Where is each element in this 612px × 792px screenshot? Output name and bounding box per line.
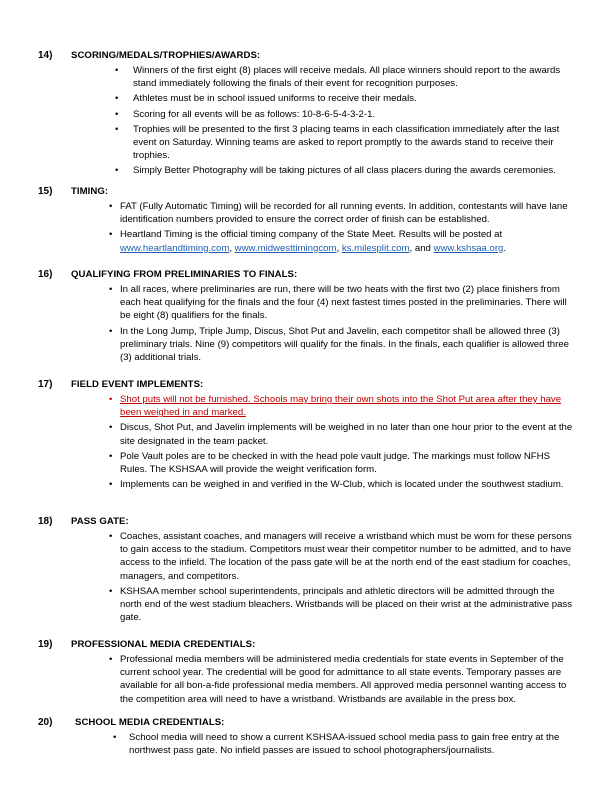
heartland-timing-link[interactable]: www.heartlandtiming.com xyxy=(120,242,230,254)
list-item: • KSHSAA member school superintendents, principals and athletic directors will be admitted through the north end of the west stadium bleachers. Wristbands will be placed on their wrist at the administrative pass gate. xyxy=(109,585,573,624)
section-number: 14) xyxy=(38,50,53,61)
section-number: 16) xyxy=(38,269,53,280)
bullet-icon: • xyxy=(109,325,113,337)
bullet-list xyxy=(0,530,573,626)
list-item: • Professional media members will be administered media credentials for state events in September of the current school year. The credential will be good for admittance to all state events. Temporary passes are available for all bon-a-fide professional media members. All approved media personnel wanting access to the competition area will need to have a wristband. Wristbands are available in the press box. xyxy=(109,654,567,705)
list-item xyxy=(109,393,578,419)
section-title: TIMING: xyxy=(71,186,109,197)
milesplit-link[interactable]: ks.milesplit.com xyxy=(341,242,410,254)
list-item: • In all races, where preliminaries are run, there will be two heats with the first two (2) place finishers from each heat qualifying for the finals and the four (4) next fastest times posted in the preliminaries. There will be eight (8) qualifiers for the finals. xyxy=(109,284,567,322)
bullet-icon: • xyxy=(109,531,113,542)
list-item: • Winners of the first eight (8) places will receive medals. All place winners should report to the awards stand immediately following the finals of their event for recognition purposes. xyxy=(115,65,561,90)
bullet-icon: • xyxy=(115,65,119,76)
bullet-list xyxy=(0,731,560,759)
list-item: • Scoring for all events will be as follows: 10-8-6-5-4-3-2-1. xyxy=(115,108,376,120)
list-item: • FAT (Fully Automatic Timing) will be recorded for all running events. In addition, contestants will have lane identification numbers provided to ensure the correct order of finish can be established. xyxy=(109,201,568,226)
bullet-icon: • xyxy=(109,394,113,405)
section-title: PROFESSIONAL MEDIA CREDENTIALS: xyxy=(71,639,256,650)
bullet-icon: • xyxy=(109,201,113,212)
bullet-icon: • xyxy=(109,422,113,434)
list-item: • Trophies will be presented to the first 3 placing teams in each classification immediately after the last event on Saturday. Winning teams are asked to report promptly to the awards stand to receive their trophies. xyxy=(115,123,560,162)
bullet-icon: • xyxy=(115,93,119,105)
list-item: • Pole Vault poles are to be checked in with the head pole vault judge. The markings must follow NFHS Rules. The KSHSAA will provide the weight verification form. xyxy=(109,450,550,476)
section-title: SCORING/MEDALS/TROPHIES/AWARDS: xyxy=(71,50,261,61)
section-number: 19) xyxy=(38,639,53,650)
bullet-icon: • xyxy=(109,284,113,295)
bullet-list xyxy=(0,393,573,493)
list-item: • School media will need to show a current KSHSAA-issued school media pass to gain free entry at the northwest pass gate. No infield passes are issued to school photographers/journalists. xyxy=(113,732,560,757)
list-item: • Heartland Timing is the official timing company of the State Meet. Results will be posted at www.heartlandtiming.com, www.midwesttimingcom, ks.milesplit.com, and www.kshsaa.org. xyxy=(109,229,507,254)
bullet-list xyxy=(0,64,561,180)
bullet-icon: • xyxy=(109,229,113,241)
list-item: • Discus, Shot Put, and Javelin implements will be weighed in no later than one hour prior to the event at the site designated in the team packet. xyxy=(109,422,573,447)
list-item: • Coaches, assistant coaches, and managers will receive a wristband which must be worn for these persons to gain access to the stadium. Competitors must wear their competitor number to be admitted, and to have access to the infield. The location of the pass gate will be at the north end of the east stadium for coaches, managers, and competitors. xyxy=(109,531,572,582)
bullet-icon: • xyxy=(109,479,113,491)
bullet-icon: • xyxy=(115,108,119,120)
bullet-icon: • xyxy=(115,123,119,135)
list-item: • Simply Better Photography will be taking pictures of all class placers during the awards ceremonies. xyxy=(115,165,556,177)
midwest-timing-link[interactable]: www.midwesttimingcom xyxy=(234,242,337,254)
list-item: • Athletes must be in school issued uniforms to receive their medals. xyxy=(115,93,417,105)
section-number: 18) xyxy=(38,516,53,527)
section-title: SCHOOL MEDIA CREDENTIALS: xyxy=(75,717,225,728)
bullet-list xyxy=(0,200,568,257)
shot-put-notice: Shot puts will not be furnished. Schools may bring their own shots into the Shot Put area after they have been weighed in and marked. xyxy=(120,394,562,419)
section-title: PASS GATE: xyxy=(71,516,129,527)
section-title: QUALIFYING FROM PRELIMINARIES TO FINALS: xyxy=(71,269,298,280)
list-item: • In the Long Jump, Triple Jump, Discus, Shot Put and Javelin, each competitor shall be allowed three (3) preliminary trials. Nine (9) competitors will qualify for the finals. In the finals, each qualifier is allowed three (3) additional trials. xyxy=(109,325,569,364)
list-item: • Implements can be weighed in and verified in the W-Club, which is located under the southwest stadium. xyxy=(109,479,564,491)
bullet-list xyxy=(0,283,569,366)
section-number: 15) xyxy=(38,186,53,197)
section-number: 17) xyxy=(38,379,53,390)
section-title: FIELD EVENT IMPLEMENTS: xyxy=(71,379,204,390)
bullet-icon: • xyxy=(113,732,117,743)
bullet-icon: • xyxy=(109,654,113,665)
bullet-list xyxy=(0,653,567,708)
kshsaa-link[interactable]: www.kshsaa.org xyxy=(433,242,504,254)
bullet-icon: • xyxy=(109,585,113,597)
section-number: 20) xyxy=(38,717,53,728)
bullet-icon: • xyxy=(109,450,113,462)
bullet-icon: • xyxy=(115,165,119,177)
